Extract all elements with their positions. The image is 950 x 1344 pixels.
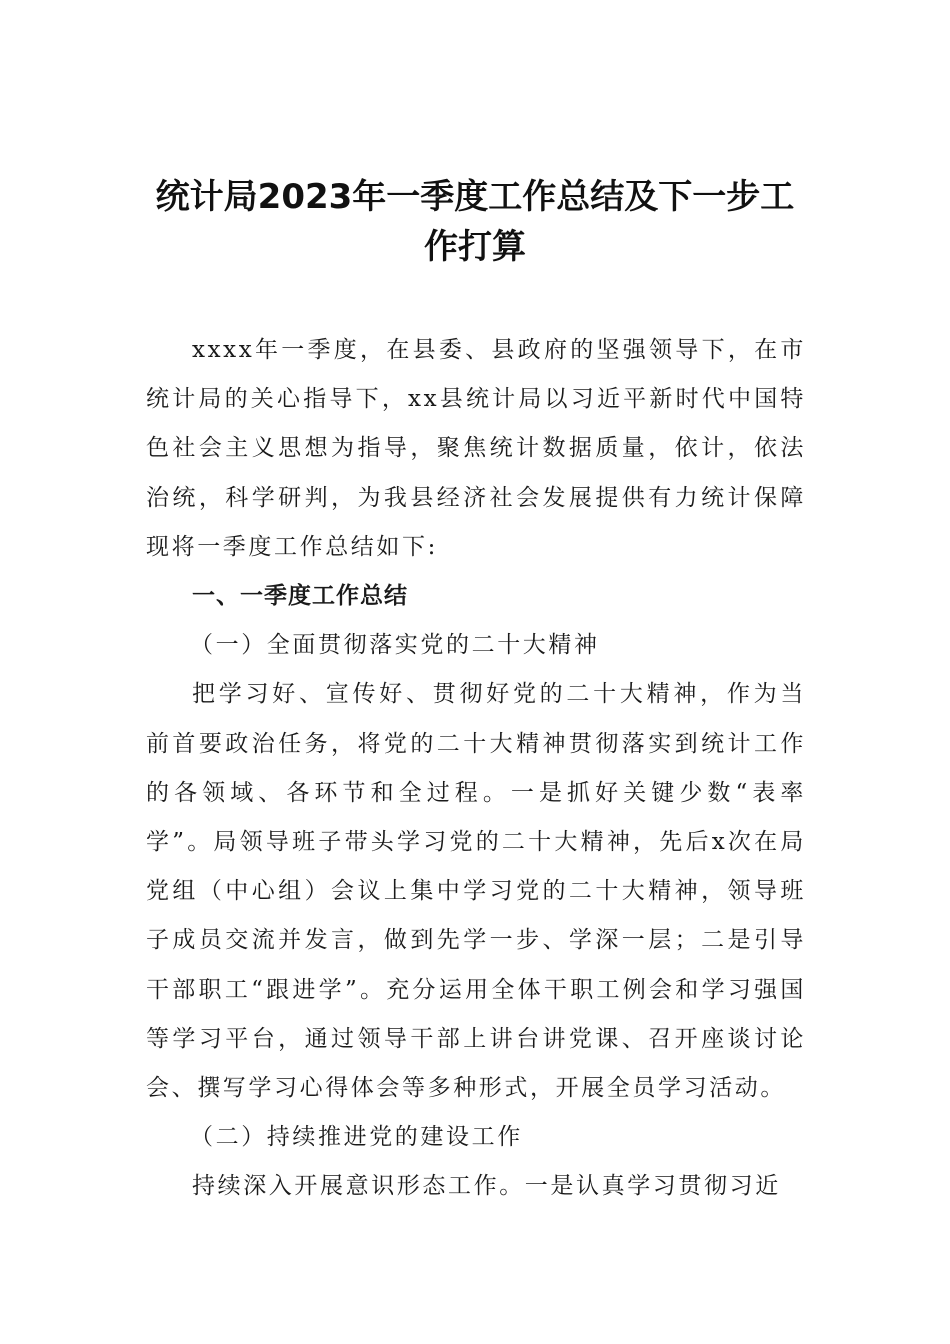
document-body (146, 326, 806, 1212)
intro-paragraph: xxxx年一季度，在县委、县政府的坚强领导下，在市统计局的关心指导下，xx县统计局以习近平新时代中国特色社会主义思想为指导，聚焦统计数据质量，依计，依法治统，科学研判，为我县经济社会发展提供有力统计保障现将一季度工作总结如下: (146, 337, 806, 560)
section-heading-1: 一、一季度工作总结 (192, 583, 408, 610)
subsection-heading-1: （一）全面贯彻落实党的二十大精神 (190, 632, 600, 659)
subsection-2-paragraph: 持续深入开展意识形态工作。一是认真学习贯彻习近 (192, 1173, 781, 1200)
subsection-heading-2: （二）持续推进党的建设工作 (190, 1124, 523, 1151)
document-title: 统计局2023年一季度工作总结及下一步工作打算 (155, 177, 795, 267)
subsection-1-paragraph: 把学习好、宣传好、贯彻好党的二十大精神，作为当前首要政治任务，将党的二十大精神贯彻落实到统计工作的各领域、各环节和全过程。一是抓好关键少数“表率学”。局领导班子带头学习党的二十大精神，先后x次在局党组（中心组）会议上集中学习党的二十大精神，领导班子成员交流并发言，做到先学一步、学深一层；二是引导干部职工“跟进学”。充分运用全体干职工例会和学习强国等学习平台，通过领导干部上讲台讲党课、召开座谈讨论会、撰写学习心得体会等多种形式，开展全员学习活动。 (146, 681, 806, 1102)
